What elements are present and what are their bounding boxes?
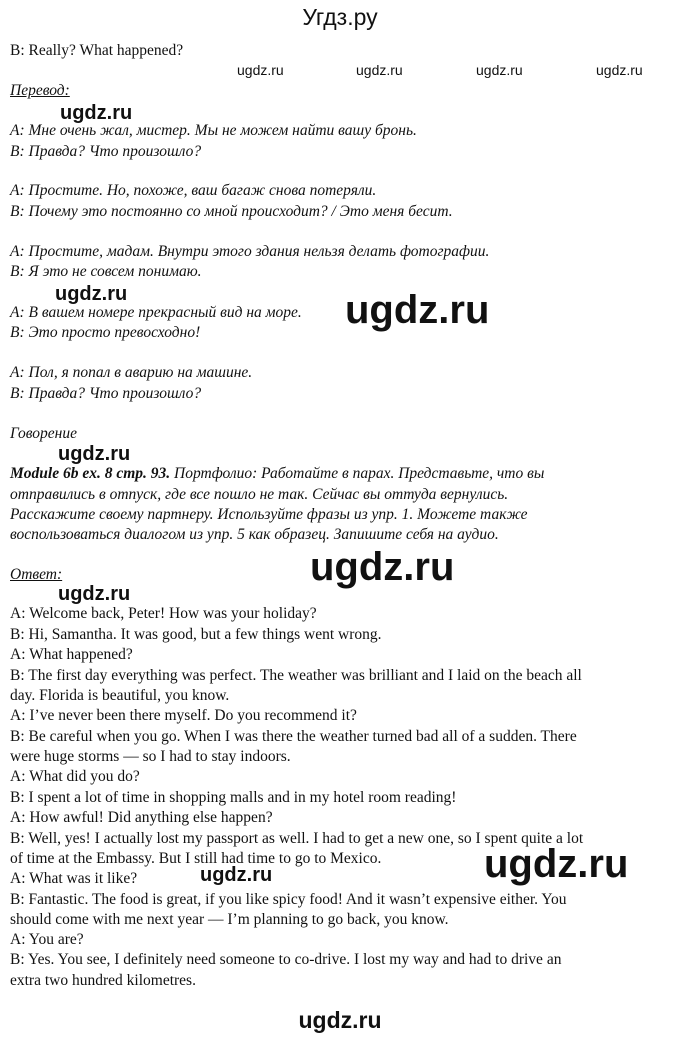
watermark-large: ugdz.ru xyxy=(310,545,455,589)
translation-line: A: Мне очень жал, мистер. Мы не можем найти вашу бронь. xyxy=(10,122,417,139)
watermark: ugdz.ru xyxy=(58,443,131,465)
answer-line: day. Florida is beautiful, you know. xyxy=(10,687,230,704)
speaking-heading: Говорение xyxy=(10,425,77,442)
answer-line: B: Be careful when you go. When I was there the weather turned bad all of a sudden. There xyxy=(10,728,577,745)
answer-line: A: Welcome back, Peter! How was your holiday? xyxy=(10,605,317,622)
answer-line: should come with me next year — I’m planning to go back, you know. xyxy=(10,911,449,928)
site-title: Угдз.ру xyxy=(302,4,378,30)
translation-line: A: Простите. Но, похоже, ваш багаж снова потеряли. xyxy=(10,182,377,199)
answer-line: A: You are? xyxy=(10,931,84,948)
translation-line: B: Правда? Что произошло? xyxy=(10,385,202,402)
answer-line: B: The first day everything was perfect. The weather was brilliant and I laid on the beach all xyxy=(10,667,582,684)
watermark: ugdz.ru xyxy=(356,62,403,78)
footer-watermark: ugdz.ru xyxy=(298,1007,382,1033)
watermark-large: ugdz.ru xyxy=(345,288,490,332)
module-reference: Module 6b ex. 8 стр. 93. xyxy=(10,465,171,482)
answer-line: B: Yes. You see, I definitely need someone to co-drive. I lost my way and had to drive an xyxy=(10,951,562,968)
translation-line: B: Почему это постоянно со мной происходит? / Это меня бесит. xyxy=(10,203,453,220)
speaking-task-line: воспользоваться диалогом из упр. 5 как образец. Запишите себя на аудио. xyxy=(10,526,499,543)
answer-line: B: Hi, Samantha. It was good, but a few things went wrong. xyxy=(10,626,382,643)
translation-line: B: Это просто превосходно! xyxy=(10,324,201,341)
answer-line: extra two hundred kilometres. xyxy=(10,972,196,989)
answer-line: were huge storms — so I had to stay indoors. xyxy=(10,748,291,765)
answer-line: B: I spent a lot of time in shopping malls and in my hotel room reading! xyxy=(10,789,457,806)
translation-line: A: В вашем номере прекрасный вид на море. xyxy=(10,304,302,321)
speaking-task-line: отправились в отпуск, где все пошло не так. Сейчас вы оттуда вернулись. xyxy=(10,486,509,503)
answer-line: A: I’ve never been there myself. Do you recommend it? xyxy=(10,707,357,724)
watermark-large: ugdz.ru xyxy=(484,842,629,886)
answer-line: A: What did you do? xyxy=(10,768,140,785)
watermark: ugdz.ru xyxy=(596,62,643,78)
answer-line: B: Well, yes! I actually lost my passport as well. I had to get a new one, so I spent quite a lot xyxy=(10,830,584,847)
watermark: ugdz.ru xyxy=(200,864,273,886)
translation-line: A: Пол, я попал в аварию на машине. xyxy=(10,364,253,381)
translation-line: B: Я это не совсем понимаю. xyxy=(10,263,202,280)
speaking-task-text: Портфолио: Работайте в парах. Представьте, что вы xyxy=(170,465,545,482)
translation-heading: Перевод: xyxy=(10,82,70,99)
translation-line: B: Правда? Что произошло? xyxy=(10,143,202,160)
answer-line: A: What happened? xyxy=(10,646,133,663)
answer-line: A: What was it like? xyxy=(10,870,138,887)
watermark: ugdz.ru xyxy=(55,283,128,305)
answer-line: B: Fantastic. The food is great, if you like spicy food! And it wasn’t expensive either. You xyxy=(10,891,567,908)
answer-heading: Ответ: xyxy=(10,566,63,583)
dialogue-line: B: Really? What happened? xyxy=(10,42,184,59)
watermark: ugdz.ru xyxy=(237,62,284,78)
answer-line: A: How awful! Did anything else happen? xyxy=(10,809,273,826)
speaking-task-line xyxy=(10,464,544,484)
watermark: ugdz.ru xyxy=(476,62,523,78)
watermark: ugdz.ru xyxy=(58,583,131,605)
translation-line: A: Простите, мадам. Внутри этого здания нельзя делать фотографии. xyxy=(10,243,490,260)
speaking-task-line: Расскажите своему партнеру. Используйте фразы из упр. 1. Можете также xyxy=(10,506,528,523)
watermark: ugdz.ru xyxy=(60,102,133,124)
answer-line: of time at the Embassy. But I still had time to go to Mexico. xyxy=(10,850,382,867)
